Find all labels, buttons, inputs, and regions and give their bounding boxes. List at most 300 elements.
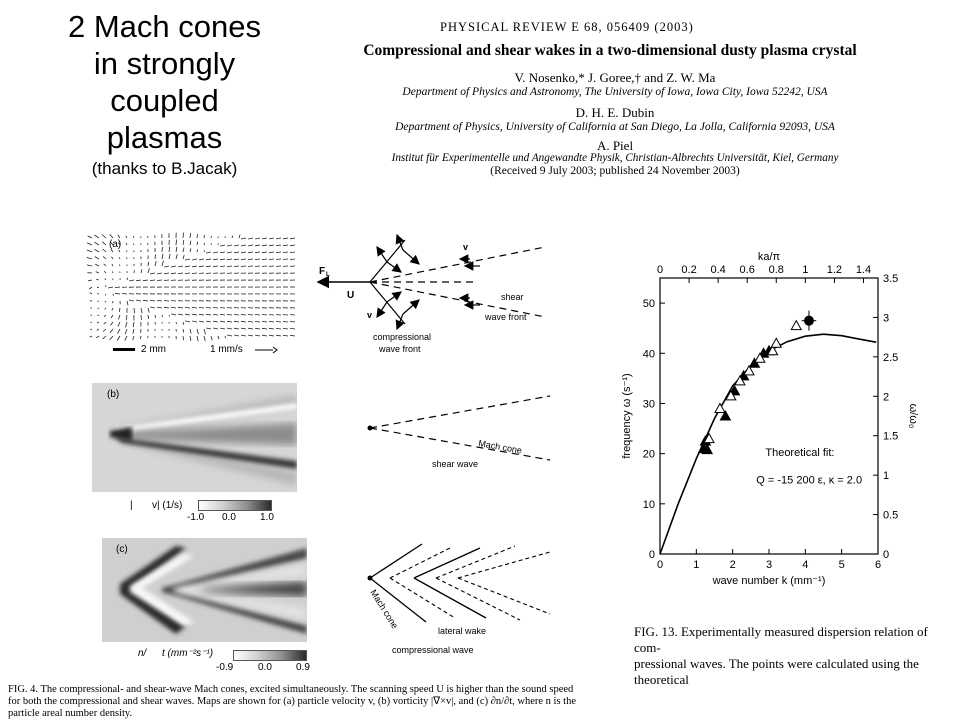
velocity-vector: [197, 336, 198, 341]
velocity-vector: [290, 238, 295, 239]
velocity-vector: [119, 257, 120, 259]
x-tick-label: 1: [693, 559, 700, 571]
x-tick-label: 3: [765, 559, 773, 571]
velocity-vector: [95, 257, 99, 259]
velocity-vector: [122, 294, 127, 295]
velocity-vector: [117, 329, 120, 334]
velocity-vector: [227, 245, 232, 246]
velocity-vector: [192, 259, 197, 260]
panel-c-tick-max: 0.9: [296, 662, 310, 673]
velocity-vector: [171, 273, 176, 274]
velocity-vector: [140, 336, 141, 339]
velocity-vector: [88, 236, 92, 238]
velocity-vector: [227, 321, 232, 322]
velocity-vector: [143, 300, 148, 301]
x-tick-label: 4: [802, 559, 809, 571]
velocity-vector: [234, 315, 239, 316]
velocity-vector: [95, 264, 99, 266]
velocity-vector: [276, 238, 281, 239]
velocity-vector: [269, 321, 274, 322]
velocity-vector: [97, 329, 99, 330]
velocity-vector: [199, 259, 204, 260]
velocity-vector: [227, 328, 232, 329]
velocity-vector: [255, 238, 260, 239]
velocity-vector: [111, 257, 113, 259]
velocity-vector: [213, 321, 218, 322]
velocity-vector: [227, 314, 232, 315]
velocity-vector: [190, 336, 191, 341]
velocity-vector: [204, 329, 206, 334]
velocity-vector: [103, 256, 106, 259]
velocity-vector: [234, 266, 239, 267]
velocity-vector: [126, 243, 127, 245]
velocity-vector: [269, 245, 274, 246]
velocity-vector: [241, 315, 246, 316]
velocity-vector: [262, 328, 267, 329]
velocity-vector: [133, 329, 134, 334]
velocity-vector: [241, 266, 246, 267]
affiliation-kiel: Institut für Experimentelle und Angewandte Physik, Christian-Albrechts Universität, Kiel, Germany: [391, 152, 839, 164]
velocity-vector: [269, 335, 274, 336]
force-subscript: L: [326, 272, 330, 278]
velocity-vector: [190, 329, 191, 334]
velocity-vector: [103, 249, 106, 252]
diagram-a-wake-schematic: [315, 222, 555, 372]
velocity-vector: [234, 245, 239, 246]
velocity-vector: [206, 308, 211, 309]
velocity-vector: [148, 315, 149, 319]
velocity-vector: [248, 259, 253, 260]
panel-b-tick-max: 1.0: [260, 512, 274, 523]
velocity-vector: [157, 300, 162, 301]
velocity-vector: [255, 259, 260, 260]
velocity-vector: [178, 273, 183, 274]
velocity-vector: [276, 328, 281, 329]
velocity-vector: [241, 245, 246, 246]
velocity-vector: [164, 280, 169, 281]
velocity-vector: [171, 307, 176, 308]
velocity-vector: [204, 250, 205, 252]
velocity-vector: [255, 328, 260, 329]
slide-title-line-4: plasmas: [106, 120, 223, 155]
top-tick-label: 1.4: [855, 264, 872, 276]
velocity-vector: [96, 336, 99, 338]
velocity-vector: [213, 314, 218, 315]
right-tick-label: 1: [883, 470, 890, 483]
velocity-vector: [176, 254, 177, 259]
velocity-vector: [211, 336, 212, 340]
velocity-vector: [162, 261, 164, 266]
theory-fit-params: Q = -15 200 ε, κ = 2.0: [756, 474, 863, 487]
velocity-vector: [171, 314, 176, 315]
right-tick-label: 3: [883, 312, 890, 325]
chart-series: [660, 311, 876, 554]
velocity-vector: [169, 315, 170, 317]
velocity-vector: [134, 244, 135, 246]
velocity-vector: [276, 335, 281, 336]
velocity-vector: [183, 322, 184, 325]
velocity-vector: [192, 314, 197, 315]
velocity-vector: [220, 259, 225, 260]
velocity-vector: [185, 307, 190, 308]
received-date: (Received 9 July 2003; published 24 November 2003): [490, 165, 740, 177]
velocity-vector: [126, 315, 127, 320]
dispersion-chart: [598, 250, 928, 620]
right-tick-label: 3.5: [883, 273, 899, 285]
velocity-vector: [169, 254, 170, 259]
velocity-vector: [234, 328, 239, 329]
data-point-open-triangle: [771, 338, 781, 347]
slide-title-line-1: 2 Mach cones: [68, 9, 261, 44]
velocity-vector: [141, 308, 142, 313]
velocity-vector: [157, 307, 162, 308]
slide-title-line-3: coupled: [110, 83, 219, 118]
velocity-vector: [248, 266, 253, 267]
velocity-vector: [110, 329, 113, 333]
velocity-vector: [96, 272, 99, 273]
y-tick-label: 10: [642, 498, 655, 511]
velocity-vector: [192, 321, 197, 322]
velocity-vector: [255, 252, 260, 253]
velocity-vector: [105, 308, 106, 309]
velocity-vector: [290, 245, 295, 246]
velocity-vector: [134, 308, 135, 313]
velocity-vector: [213, 266, 218, 267]
velocity-vector: [255, 335, 260, 336]
velocity-vector: [150, 280, 155, 281]
velocity-vector: [148, 308, 149, 313]
velocity-vector: [220, 328, 225, 329]
velocity-vector: [220, 314, 225, 315]
velocity-vector: [206, 314, 211, 315]
velocity-vector: [105, 294, 106, 295]
velocity-vector: [232, 236, 233, 238]
velocity-vector: [213, 328, 218, 329]
chart-ticks: [643, 264, 899, 571]
velocity-vector: [111, 322, 114, 325]
velocity-vector: [248, 315, 253, 316]
velocity-vector: [98, 308, 99, 309]
velocity-vector: [234, 252, 239, 253]
theory-fit-title: Theoretical fit:: [765, 447, 835, 460]
velocity-vector: [262, 259, 267, 260]
velocity-vector: [206, 273, 211, 274]
velocity-vector: [104, 264, 106, 266]
velocity-vector: [155, 315, 156, 318]
velocity-vector: [276, 259, 281, 260]
panel-b-colorbar-title: v| (1/s): [152, 500, 183, 511]
mach-cone-label-b: Mach cone: [477, 438, 523, 456]
velocity-vector: [119, 308, 120, 312]
velocity-vector: [283, 259, 288, 260]
velocity-vector: [218, 336, 219, 339]
paper-author-dubin: D. H. E. Dubin: [575, 105, 655, 120]
right-tick-label: 0.5: [883, 509, 899, 522]
velocity-vector: [155, 254, 156, 259]
velocity-vector: [290, 335, 295, 336]
velocity-vector: [115, 293, 120, 294]
velocity-vector: [213, 252, 218, 253]
velocity-vector: [227, 335, 232, 336]
velocity-vector: [108, 287, 113, 288]
velocity-vector: [133, 336, 134, 340]
paper-author-piel: A. Piel: [596, 138, 634, 153]
velocity-vector: [269, 252, 274, 253]
velocity-vector: [234, 259, 239, 260]
velocity-vector: [104, 315, 106, 317]
diagram-b-mach-cone-schematic: [360, 390, 560, 480]
velocity-vector: [105, 279, 106, 281]
velocity-vector: [87, 243, 92, 245]
velocity-vector: [171, 301, 176, 302]
velocity-vector: [176, 247, 177, 252]
x-axis-label: wave number k (mm⁻¹): [712, 575, 826, 587]
panel-c-colorbar-title: t (mm⁻²s⁻¹): [162, 648, 214, 659]
velocity-vector: [127, 301, 128, 305]
velocity-vector: [262, 252, 267, 253]
velocity-vector: [204, 336, 205, 341]
y-tick-label: 40: [642, 348, 655, 361]
velocity-vector: [227, 259, 232, 260]
top-axis-label: ka/π: [757, 251, 781, 263]
velocity-vector: [213, 259, 218, 260]
velocity-vector: [206, 328, 211, 329]
plot-border: [660, 278, 878, 554]
velocity-vector: [206, 259, 211, 260]
length-scale-bar: [113, 348, 135, 351]
velocity-vector: [118, 235, 120, 238]
velocity-vector: [276, 252, 281, 253]
y-tick-label: 20: [642, 448, 655, 461]
vorticity-image: [92, 383, 297, 492]
velocity-vector: [96, 279, 99, 280]
right-axis-label: ω/ω₀: [907, 403, 919, 429]
velocity-vector: [227, 266, 232, 267]
affiliation-ucsd: Department of Physics, University of California at San Diego, La Jolla, California 92093, USA: [395, 121, 835, 133]
velocity-vector: [290, 252, 295, 253]
compressional-front-label-2: wave front: [379, 344, 421, 354]
velocity-vector: [171, 266, 176, 267]
mach-cone-label-c: Mach cone: [368, 587, 401, 631]
velocity-vector: [164, 266, 169, 267]
velocity-vector: [255, 315, 260, 316]
velocity-vector: [127, 278, 128, 280]
top-tick-label: 0.6: [739, 264, 755, 276]
velocity-vector: [164, 301, 169, 302]
top-tick-label: 1.2: [826, 264, 843, 276]
velocity-vector: [106, 285, 107, 287]
velocity-vector: [183, 240, 184, 245]
top-tick-label: 1: [802, 264, 809, 276]
velocity-vector: [102, 235, 106, 239]
fig4-caption: [8, 684, 618, 720]
velocity-vector: [155, 261, 156, 266]
velocity-vector: [95, 249, 100, 252]
panel-c-tick-mid: 0.0: [258, 662, 272, 673]
velocity-vector: [269, 259, 274, 260]
velocity-vector: [248, 328, 253, 329]
velocity-vector: [104, 322, 106, 324]
velocity-vector: [178, 266, 183, 267]
slide-title-line-2: in strongly: [93, 46, 236, 81]
velocity-vector: [102, 242, 106, 245]
velocity-vector: [119, 315, 121, 319]
velocity-vector: [169, 247, 170, 252]
velocity-vector: [150, 300, 155, 301]
velocity-vector: [197, 329, 198, 334]
y-tick-label: 0: [648, 549, 655, 561]
velocity-vector: [105, 301, 106, 302]
top-tick-label: 0: [656, 264, 664, 276]
paper-authors: V. Nosenko,* J. Goree,† and Z. W. Ma: [514, 70, 716, 85]
velocity-vector: [126, 236, 127, 238]
velocity-vector: [89, 287, 92, 289]
velocity-vector: [164, 307, 169, 308]
velocity-vector: [103, 336, 106, 339]
y-tick-label: 50: [642, 298, 655, 311]
velocity-vector: [178, 307, 183, 308]
velocity-vector: [183, 233, 184, 238]
velocity-vector: [148, 262, 149, 266]
velocity-vector: [197, 234, 198, 238]
right-tick-label: 0: [883, 549, 890, 561]
velocity-vector: [234, 335, 239, 336]
paper-title: Compressional and shear wakes in a two-dimensional dusty plasma crystal: [363, 42, 857, 59]
velocity-vector: [104, 271, 106, 273]
velocity-vector: [276, 245, 281, 246]
velocity-vector: [192, 273, 197, 274]
velocity-vector: [220, 245, 225, 246]
velocity-vector: [283, 328, 288, 329]
velocity-vector: [118, 322, 120, 327]
right-tick-label: 2.5: [883, 351, 899, 364]
fig13-caption-line-2: pressional waves. The points were calculated using the theoretical: [634, 656, 919, 687]
length-scale-label: 2 mm: [141, 344, 166, 355]
velocity-vector: [143, 280, 148, 281]
shear-wave-label: shear wave: [432, 459, 479, 469]
velocity-vector: [164, 273, 169, 274]
velocity-vector: [283, 252, 288, 253]
velocity-vector: [255, 266, 260, 267]
force-label: F: [319, 266, 326, 277]
velocity-vector: [255, 245, 260, 246]
velocity-vector: [248, 321, 253, 322]
panel-b-tick-mid: 0.0: [222, 512, 236, 523]
shear-label: shear: [501, 292, 524, 302]
x-tick-label: 2: [729, 559, 736, 571]
panel-b-tick-min: -1.0: [187, 512, 205, 523]
top-tick-label: 0.8: [768, 264, 784, 276]
diagram-c-wake-schematic: [360, 540, 560, 660]
velocity-vector: [204, 235, 205, 238]
velocity-vector: [111, 315, 113, 318]
velocity-vector: [87, 250, 92, 252]
velocity-vector: [97, 287, 99, 288]
panel-a-velocity-map: [86, 232, 300, 344]
v-label-bottom: v: [367, 310, 373, 320]
velocity-vector: [129, 280, 134, 281]
velocity-vector: [162, 315, 163, 317]
velocity-vector: [199, 266, 204, 267]
velocity-vector: [227, 252, 232, 253]
top-tick-label: 0.4: [710, 264, 726, 276]
journal-line: PHYSICAL REVIEW E 68, 056409 (2003): [440, 20, 694, 34]
x-tick-label: 0: [656, 559, 664, 571]
velocity-vector: [150, 307, 155, 308]
compressional-wave-label: compressional wave: [392, 645, 474, 655]
v-label-top: v: [463, 242, 469, 252]
theoretical-fit-curve: [660, 334, 876, 554]
velocity-vector: [90, 329, 92, 330]
velocity-vector: [199, 308, 204, 309]
velocity-vector: [234, 321, 239, 322]
velocity-vector: [283, 238, 288, 239]
velocity-vector: [248, 335, 253, 336]
velocity-vector: [185, 259, 190, 260]
velocity-vector: [141, 329, 142, 333]
slide-title: [62, 8, 267, 156]
velocity-vector: [185, 321, 190, 322]
velocity-vector: [206, 266, 211, 267]
velocity-vector: [178, 314, 183, 315]
velocity-vector: [220, 252, 225, 253]
velocity-vector: [197, 250, 198, 253]
velocity-vector: [213, 308, 218, 309]
velocity-vector: [87, 257, 92, 259]
velocity-vector: [220, 321, 225, 322]
velocity-vector: [262, 321, 267, 322]
velocity-vector: [204, 243, 205, 245]
velocity-vector: [241, 335, 246, 336]
velocity-vector: [185, 273, 190, 274]
velocity-vector: [94, 235, 99, 238]
fig4-caption-line-2: for both the compressional and shear waves. Maps are shown for (a) particle velocity v, (b) vorticity |∇×v|, and (c) ∂n/∂t, where n is the: [8, 696, 577, 707]
velocity-vector: [220, 266, 225, 267]
velocity-vector: [248, 245, 253, 246]
velocity-vector: [88, 280, 92, 281]
velocity-vector: [126, 250, 127, 252]
lateral-wake-label: lateral wake: [438, 626, 487, 636]
velocity-vector: [241, 321, 246, 322]
velocity-vector: [120, 265, 121, 267]
velocity-vector: [136, 280, 141, 281]
top-tick-label: 0.2: [681, 264, 697, 276]
fig13-caption: [634, 624, 944, 688]
velocity-vector: [97, 322, 99, 323]
velocity-vector: [283, 245, 288, 246]
affiliation-iowa: Department of Physics and Astronomy, The University of Iowa, Iowa City, Iowa 52242, USA: [402, 86, 828, 98]
velocity-vector: [248, 238, 253, 239]
velocity-vector: [241, 252, 246, 253]
velocity-vector: [290, 322, 295, 323]
velocity-vector: [98, 315, 100, 316]
velocity-vector: [199, 314, 204, 315]
right-tick-label: 1.5: [883, 430, 899, 443]
velocity-vector: [290, 259, 295, 260]
velocity-vector: [117, 336, 120, 341]
velocity-vector: [176, 322, 177, 324]
velocity-vector: [113, 301, 114, 303]
velocity-vector: [199, 273, 204, 274]
velocity-vector: [262, 245, 267, 246]
velocity-vector: [103, 329, 106, 332]
panel-c-colorbar-title-symbol: n/: [138, 648, 147, 659]
density-derivative-image: [102, 538, 307, 642]
velocity-vector: [112, 271, 113, 273]
velocity-vector: [262, 238, 267, 239]
x-tick-label: 5: [838, 559, 845, 571]
velocity-vector: [115, 287, 120, 288]
